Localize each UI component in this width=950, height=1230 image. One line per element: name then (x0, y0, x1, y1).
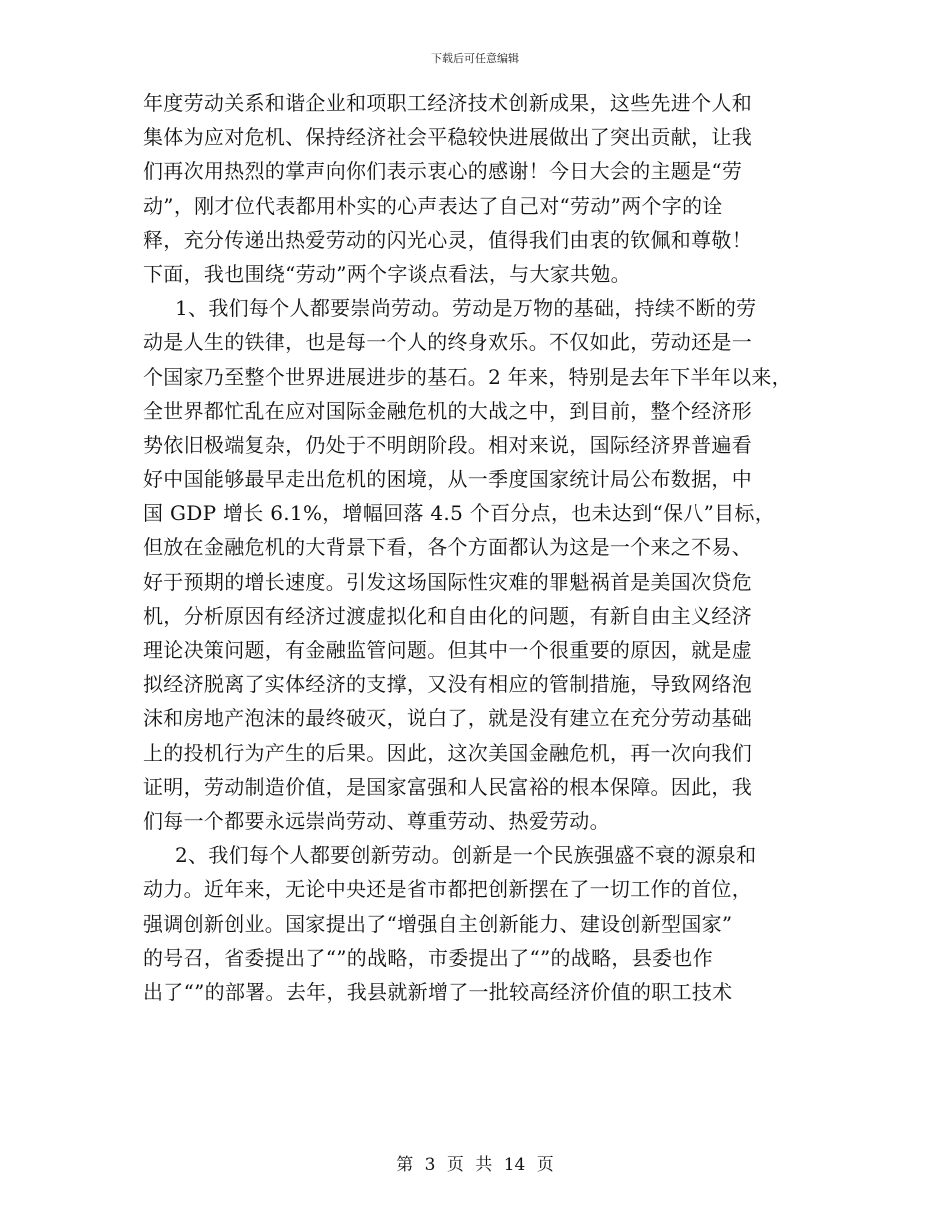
text-line: 但放在金融危机的大背景下看，各个方面都认为这是一个来之不易、 (143, 535, 752, 560)
text-line: 个国家乃至整个世界进展进步的基石。2 年来，特别是去年下半年以来， (143, 364, 792, 389)
text-line: 全世界都忙乱在应对国际金融危机的大战之中，到目前，整个经济形 (143, 398, 752, 423)
text-line: 强调创新创业。国家提出了“增强自主创新能力、建设创新型国家” (143, 911, 733, 936)
text-line: 好中国能够最早走出危机的困境，从一季度国家统计局公布数据，中 (143, 467, 752, 492)
text-line: 机，分析原因有经济过渡虚拟化和自由化的问题，有新自由主义经济 (143, 603, 752, 628)
text-line: 2、我们每个人都要创新劳动。创新是一个民族强盛不衰的源泉和 (175, 843, 757, 868)
text-line: 下面，我也围绕“劳动”两个字谈点看法，与大家共勉。 (143, 261, 631, 286)
text-line: 拟经济脱离了实体经济的支撑，又没有相应的管制措施，导致网络泡 (143, 672, 752, 697)
text-line: 动是人生的铁律，也是每一个人的终身欢乐。不仅如此，劳动还是一 (143, 330, 752, 355)
text-line: 理论决策问题，有金融监管问题。但其中一个很重要的原因，就是虚 (143, 638, 752, 662)
text-line: 释，充分传递出热爱劳动的闪光心灵，值得我们由衷的钦佩和尊敬！ (143, 227, 752, 252)
text-line: 势依旧极端复杂，仍处于不明朗阶段。相对来说，国际经济界普遍看 (143, 432, 752, 457)
text-line: 好于预期的增长速度。引发这场国际性灾难的罪魁祸首是美国次贷危 (143, 569, 752, 594)
text-line: 们每一个都要永远崇尚劳动、尊重劳动、热爱劳动。 (143, 808, 610, 833)
text-line: 国 GDP 增长 6.1%，增幅回落 4.5 个百分点，也未达到“保八”目标， (143, 501, 776, 526)
text-line: 动力。近年来，无论中央还是省市都把创新摆在了一切工作的首位， (143, 877, 752, 902)
text-line: 出了“”的部署。去年，我县就新增了一批较高经济价值的职工技术 (143, 979, 733, 1004)
text-line: 1、我们每个人都要崇尚劳动。劳动是万物的基础，持续不断的劳 (175, 296, 757, 321)
text-line: 们再次用热烈的掌声向你们表示衷心的感谢！今日大会的主题是“劳 (143, 159, 743, 184)
text-line: 上的投机行为产生的后果。因此，这次美国金融危机，再一次向我们 (143, 740, 752, 765)
page-number-footer: 第 3 页 共 14 页 (396, 1155, 554, 1175)
body-text (143, 86, 833, 1009)
text-line: 集体为应对危机、保持经济社会平稳较快进展做出了突出贡献，让我 (143, 125, 752, 150)
text-line: 动”，刚才位代表都用朴实的心声表达了自己对“劳动”两个字的诠 (143, 193, 723, 218)
text-line: 证明，劳动制造价值，是国家富强和人民富裕的根本保障。因此，我 (143, 774, 752, 799)
text-line: 沫和房地产泡沫的最终破灭，说白了，就是没有建立在充分劳动基础 (143, 706, 752, 731)
text-line: 年度劳动关系和谐企业和项职工经济技术创新成果，这些先进个人和 (143, 91, 752, 115)
page-header-note: 下载后可任意编辑 (431, 52, 519, 65)
text-line: 的号召，省委提出了“”的战略，市委提出了“”的战略，县委也作 (143, 945, 713, 970)
